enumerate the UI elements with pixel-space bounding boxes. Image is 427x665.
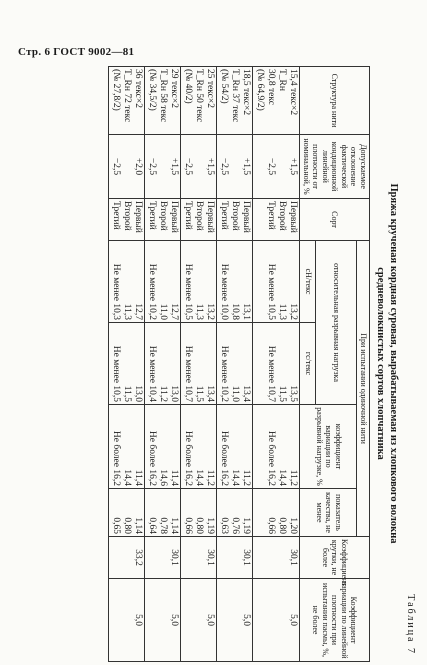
cell-line: 29 текс×2	[169, 69, 180, 108]
cell-line: 0,66	[183, 517, 194, 535]
cell-line: 1,19	[205, 517, 216, 535]
cell-line: 0,80	[277, 517, 288, 535]
cell-line: 18,5 текс×2	[241, 69, 252, 116]
cell-line: Не более 16,2	[147, 430, 158, 486]
cell-line: 11,4	[169, 469, 180, 486]
cell-line: T_Rн	[277, 69, 288, 91]
cell-gs-tex	[145, 323, 181, 405]
header-single-thread: При испытании одиночной нити	[357, 241, 370, 537]
cell-line: Не менее 10,5	[111, 345, 122, 402]
cell-line: 1,14	[133, 517, 144, 535]
header-structure: Структура нити	[300, 67, 370, 135]
cell-line: Третий	[219, 201, 230, 230]
cell-line: (№ 64,9/2)	[255, 69, 266, 111]
cell-line: (№ 54/2)	[219, 69, 230, 104]
header-relative-load: относительная разрывная нагрузка	[316, 241, 357, 405]
cell-line: Первый	[241, 201, 252, 233]
cell-line: 13,2	[288, 303, 299, 320]
spacer	[158, 137, 169, 196]
cell-cv-breaking	[109, 405, 145, 489]
deviation-top: +2,0	[133, 157, 144, 176]
cell-line: Не менее 10,2	[219, 345, 230, 402]
cell-twist: 30,1	[217, 537, 253, 579]
deviation-top: +1,5	[205, 157, 216, 176]
title-line-2: средневолокнистых сортов хлопчатника	[375, 267, 386, 460]
cell-line: 13,1	[241, 303, 252, 320]
cell-grade	[109, 199, 145, 241]
cell-cn-tex	[253, 241, 300, 323]
deviation-top: +1,5	[241, 157, 252, 176]
cell-line: 0,76	[230, 517, 241, 535]
cell-line: Третий	[266, 201, 277, 230]
cell-line: Не более 16,2	[111, 430, 122, 486]
cell-cv-breaking	[217, 405, 253, 489]
cell-line: Не менее 10,7	[266, 345, 277, 402]
cell-grade	[181, 199, 217, 241]
header-gs-tex: гс/текс	[300, 323, 316, 405]
title-line-1: Пряжа крученая кордная суровая, вырабатываемая из хлопкового волокна	[388, 183, 399, 544]
cell-line: Не менее 10,0	[219, 263, 230, 320]
cell-quality	[109, 489, 145, 537]
cell-cv-breaking	[145, 405, 181, 489]
cell-line: 30,8 текс	[266, 69, 277, 105]
cell-line: Второй	[122, 201, 133, 231]
cell-line: T_Rн 58 текс	[158, 69, 169, 123]
cell-twist: 30,1	[145, 537, 181, 579]
cell-line: 14,4	[277, 469, 288, 486]
cell-line: Первый	[133, 201, 144, 233]
cell-grade	[145, 199, 181, 241]
cell-line: 13,4	[241, 385, 252, 402]
cell-line: Не более 16,2	[219, 430, 230, 486]
header-cv-linear: Коэффициент вариации по линейной плотности при испытании пасмы, %, не более	[300, 579, 370, 662]
header-quality: показатель качества, не менее	[300, 489, 357, 537]
cell-line: Не более 16,2	[183, 430, 194, 486]
cell-line: Не менее 10,7	[183, 345, 194, 402]
cell-line: 11,3	[194, 303, 205, 320]
cell-deviation	[217, 135, 253, 199]
cell-line: 14,4	[230, 469, 241, 486]
cell-cn-tex	[217, 241, 253, 323]
cell-quality	[181, 489, 217, 537]
cell-cn-tex	[145, 241, 181, 323]
cell-line: 13,0	[133, 385, 144, 402]
cell-line: Второй	[158, 201, 169, 231]
table-label: Таблица 7	[405, 594, 416, 655]
cell-quality	[217, 489, 253, 537]
cell-line: 1,20	[288, 517, 299, 535]
cell-line: 11,5	[277, 385, 288, 402]
table-row	[181, 67, 217, 662]
cell-grade	[253, 199, 300, 241]
cell-line: 11,2	[241, 469, 252, 486]
cell-line: 13,5	[288, 385, 299, 402]
cell-gs-tex	[253, 323, 300, 405]
cell-structure	[253, 67, 300, 135]
deviation-top: +1,5	[288, 157, 299, 176]
cell-cv-linear: 5,0	[181, 579, 217, 662]
cell-deviation	[145, 135, 181, 199]
cell-line: 1,19	[241, 517, 252, 535]
cell-line: T_Rн 50 текс	[194, 69, 205, 123]
cell-line: Не менее 10,5	[266, 263, 277, 320]
cell-line: Третий	[111, 201, 122, 230]
cell-line: 15,4 текс×2	[288, 69, 299, 116]
spacer	[230, 137, 241, 196]
cell-structure	[109, 67, 145, 135]
cell-twist: 30,1	[181, 537, 217, 579]
cell-line: 11,3	[122, 303, 133, 320]
cell-line: 13,4	[205, 385, 216, 402]
cell-line: Не более 16,2	[266, 430, 277, 486]
cell-line: Второй	[230, 201, 241, 231]
cell-line: Второй	[277, 201, 288, 231]
cell-deviation	[109, 135, 145, 199]
cell-line: 13,0	[169, 385, 180, 402]
deviation-bottom: −2,5	[266, 157, 277, 176]
cell-line: 0,78	[158, 517, 169, 535]
cell-line: 0,66	[266, 517, 277, 535]
cell-line: Не менее 10,3	[111, 263, 122, 320]
cell-line: 0,64	[147, 517, 158, 535]
table-row	[217, 67, 253, 662]
cell-line: 11,5	[122, 385, 133, 402]
header-cn-tex: сН/текс	[300, 241, 316, 323]
cell-line: 10,8	[230, 303, 241, 320]
cell-cv-linear: 5,0	[109, 579, 145, 662]
cell-line: 11,3	[277, 303, 288, 320]
cell-line: 13,2	[205, 303, 216, 320]
cell-line: Первый	[169, 201, 180, 233]
cell-cn-tex	[109, 241, 145, 323]
deviation-bottom: −2,5	[111, 157, 122, 176]
cell-line: 11,5	[194, 385, 205, 402]
cell-structure	[145, 67, 181, 135]
cell-cv-linear: 5,0	[145, 579, 181, 662]
cell-line: T_Rн 37 текс	[230, 69, 241, 123]
cell-line: Не менее 10,2	[147, 263, 158, 320]
cell-line: Не менее 10,4	[147, 345, 158, 402]
cell-quality	[145, 489, 181, 537]
header-cv-breaking: коэффициент вариации по разрывной нагрузке, %	[300, 405, 357, 489]
cell-cv-linear: 5,0	[217, 579, 253, 662]
cell-structure	[217, 67, 253, 135]
header-deviation: Допускаемое отклонение фактической кондиционной линейной плотности от номинальной, %	[300, 135, 370, 199]
deviation-top: +1,5	[169, 157, 180, 176]
cell-line: 36 текс×2	[133, 69, 144, 108]
cell-cv-linear: 5,0	[253, 579, 300, 662]
cell-line: 1,14	[169, 517, 180, 535]
cell-gs-tex	[217, 323, 253, 405]
cell-structure	[181, 67, 217, 135]
cell-cn-tex	[181, 241, 217, 323]
cell-quality	[253, 489, 300, 537]
cell-grade	[217, 199, 253, 241]
cell-line: Первый	[288, 201, 299, 233]
table-title	[374, 76, 400, 651]
cell-line: 11,2	[205, 469, 216, 486]
cell-line: 11,4	[133, 469, 144, 486]
cell-cv-breaking	[181, 405, 217, 489]
cell-line: 25 текс×2	[205, 69, 216, 108]
spacer	[277, 137, 288, 196]
cell-line: 14,6	[158, 469, 169, 486]
cell-line: (№ 40/2)	[183, 69, 194, 104]
cell-line: 0,65	[111, 517, 122, 535]
page-header: Стр. 6 ГОСТ 9002—81	[18, 46, 135, 58]
header-twist: Коэффициент крутки, не более	[300, 537, 370, 579]
deviation-bottom: −2,5	[219, 157, 230, 176]
cell-line: 0,80	[194, 517, 205, 535]
cell-cv-breaking	[253, 405, 300, 489]
cell-line: 0,80	[122, 517, 133, 535]
deviation-bottom: −2,5	[183, 157, 194, 176]
header-grade: Сорт	[300, 199, 370, 241]
cell-line: Третий	[183, 201, 194, 230]
spacer	[194, 137, 205, 196]
cell-line: 14,4	[194, 469, 205, 486]
cell-line: 11,2	[158, 385, 169, 402]
cell-twist: 30,1	[253, 537, 300, 579]
cell-gs-tex	[109, 323, 145, 405]
data-table	[109, 66, 371, 662]
cell-deviation	[253, 135, 300, 199]
cell-line: (№ 27,8/2)	[111, 69, 122, 111]
table-row	[253, 67, 300, 662]
table-row	[145, 67, 181, 662]
cell-line: Второй	[194, 201, 205, 231]
cell-line: T_Rн 72 текс	[122, 69, 133, 123]
cell-line: 0,63	[219, 517, 230, 535]
deviation-bottom: −2,5	[147, 157, 158, 176]
cell-line: 11,2	[288, 469, 299, 486]
cell-line: Третий	[147, 201, 158, 230]
rotated-table-page	[13, 66, 418, 661]
cell-line: 11,0	[230, 385, 241, 402]
cell-gs-tex	[181, 323, 217, 405]
cell-line: (№ 34,5/2)	[147, 69, 158, 111]
cell-line: 14,4	[122, 469, 133, 486]
cell-line: Первый	[205, 201, 216, 233]
cell-line: Не менее 10,5	[183, 263, 194, 320]
cell-twist: 33,2	[109, 537, 145, 579]
cell-line: 12,7	[169, 303, 180, 320]
spacer	[122, 137, 133, 196]
cell-line: 12,7	[133, 303, 144, 320]
cell-line: 11,0	[158, 303, 169, 320]
table-row	[109, 67, 145, 662]
cell-deviation	[181, 135, 217, 199]
